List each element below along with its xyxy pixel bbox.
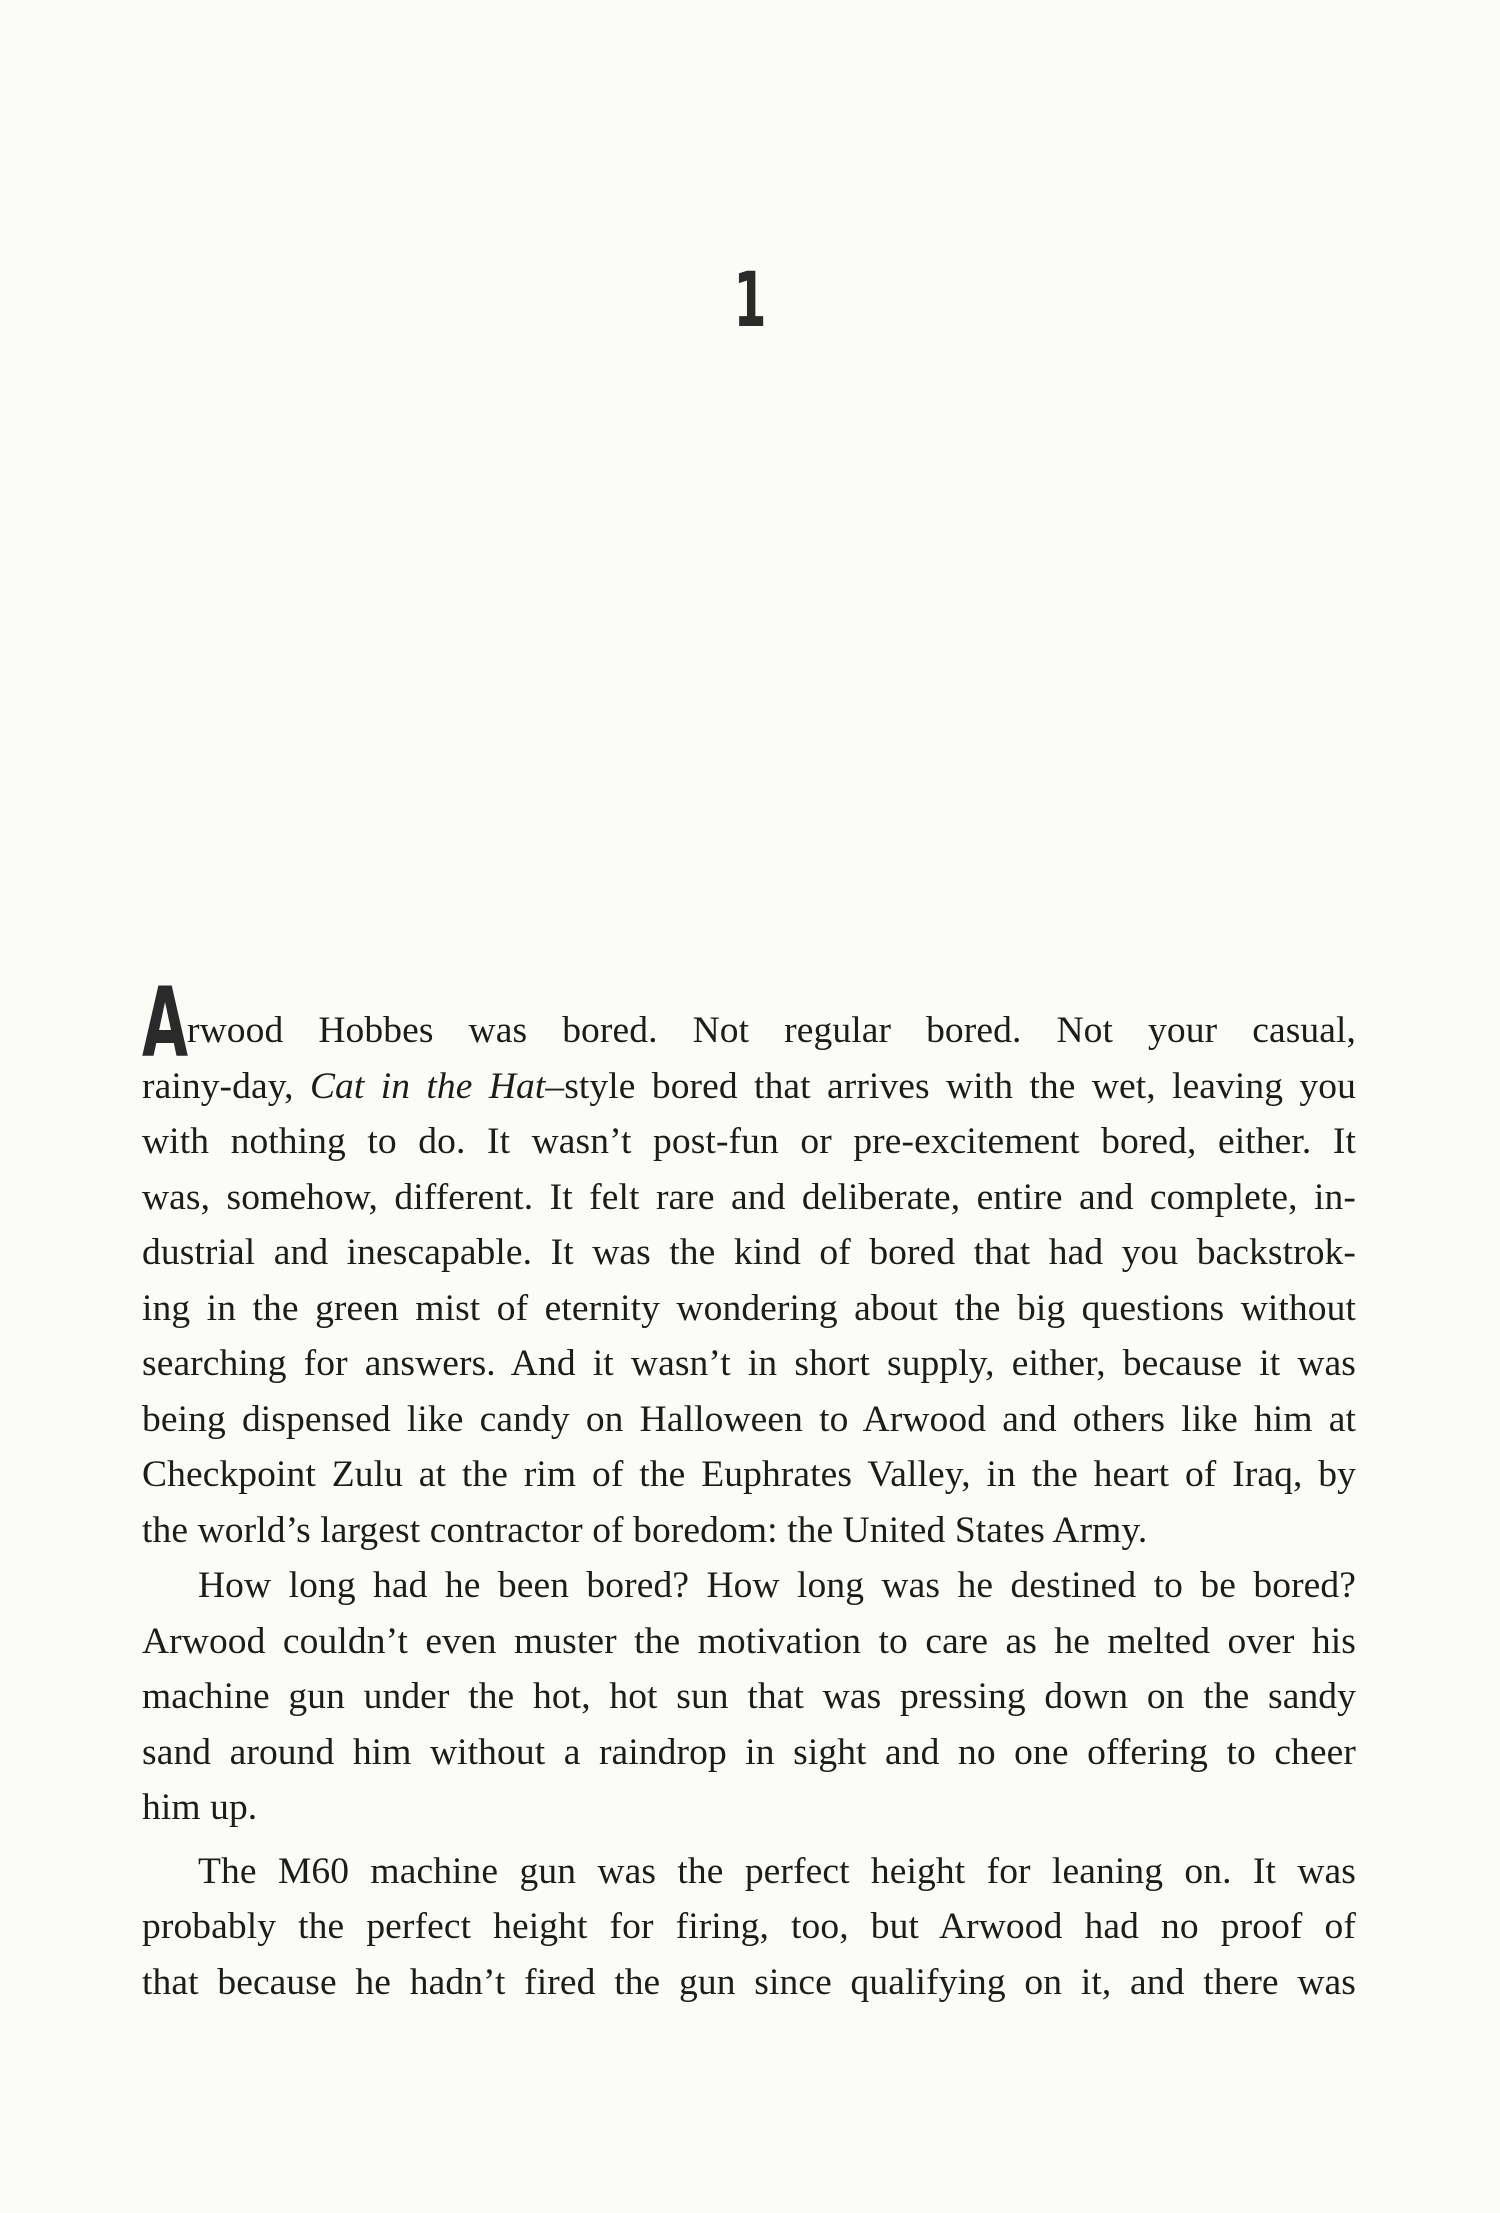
text-line (142, 1059, 1356, 1115)
text-line: dustrial and inescapable. It was the kind of bored that had you backstrok- (142, 1232, 1356, 1273)
text-line: rwood Hobbes was bored. Not regular bored. Not your casual, (187, 1010, 1356, 1051)
chapter-body (142, 1003, 1356, 2010)
text-line: Arwood couldn’t even muster the motivation to care as he melted over his (142, 1620, 1356, 1662)
text-line: How long had he been bored? How long was he destined to be bored? (198, 1565, 1356, 1606)
text-line: Checkpoint Zulu at the rim of the Euphrates Valley, in the heart of Iraq, by (142, 1454, 1356, 1495)
text-fragment: rainy-day, (142, 1065, 310, 1107)
text-line: sand around him without a raindrop in sight and no one offering to cheer (142, 1731, 1356, 1773)
paragraph-3 (142, 1844, 1356, 2011)
text-line: probably the perfect height for firing, too, but Arwood had no proof of (142, 1906, 1356, 1947)
text-line: that because he hadn’t fired the gun since qualifying on it, and there was (142, 1961, 1356, 2003)
paragraph-2 (142, 1558, 1356, 1836)
text-line: with nothing to do. It wasn’t post-fun or pre-excitement bored, either. It (142, 1121, 1356, 1162)
text-line: was, somehow, different. It felt rare and deliberate, entire and complete, in- (142, 1176, 1356, 1218)
text-line: ing in the green mist of eternity wondering about the big questions without (142, 1287, 1356, 1329)
text-line: him up. (142, 1787, 258, 1828)
text-line: The M60 machine gun was the perfect height for leaning on. It was (198, 1850, 1356, 1892)
drop-cap: A (142, 967, 189, 1079)
text-line: machine gun under the hot, hot sun that was pressing down on the sandy (142, 1676, 1356, 1717)
book-title-italic: Cat in the Hat (309, 1065, 546, 1107)
text-line: searching for answers. And it wasn’t in short supply, either, because it was (142, 1343, 1356, 1384)
paragraph-1 (142, 1003, 1356, 1558)
text-line: the world’s largest contractor of boredom: the United States Army. (142, 1509, 1148, 1551)
paragraph-gap (142, 1836, 1356, 1844)
chapter-number: 1 (733, 255, 767, 344)
text-fragment: –style bored that arrives with the wet, leaving you (545, 1065, 1356, 1107)
text-line: being dispensed like candy on Halloween to Arwood and others like him at (142, 1398, 1356, 1440)
